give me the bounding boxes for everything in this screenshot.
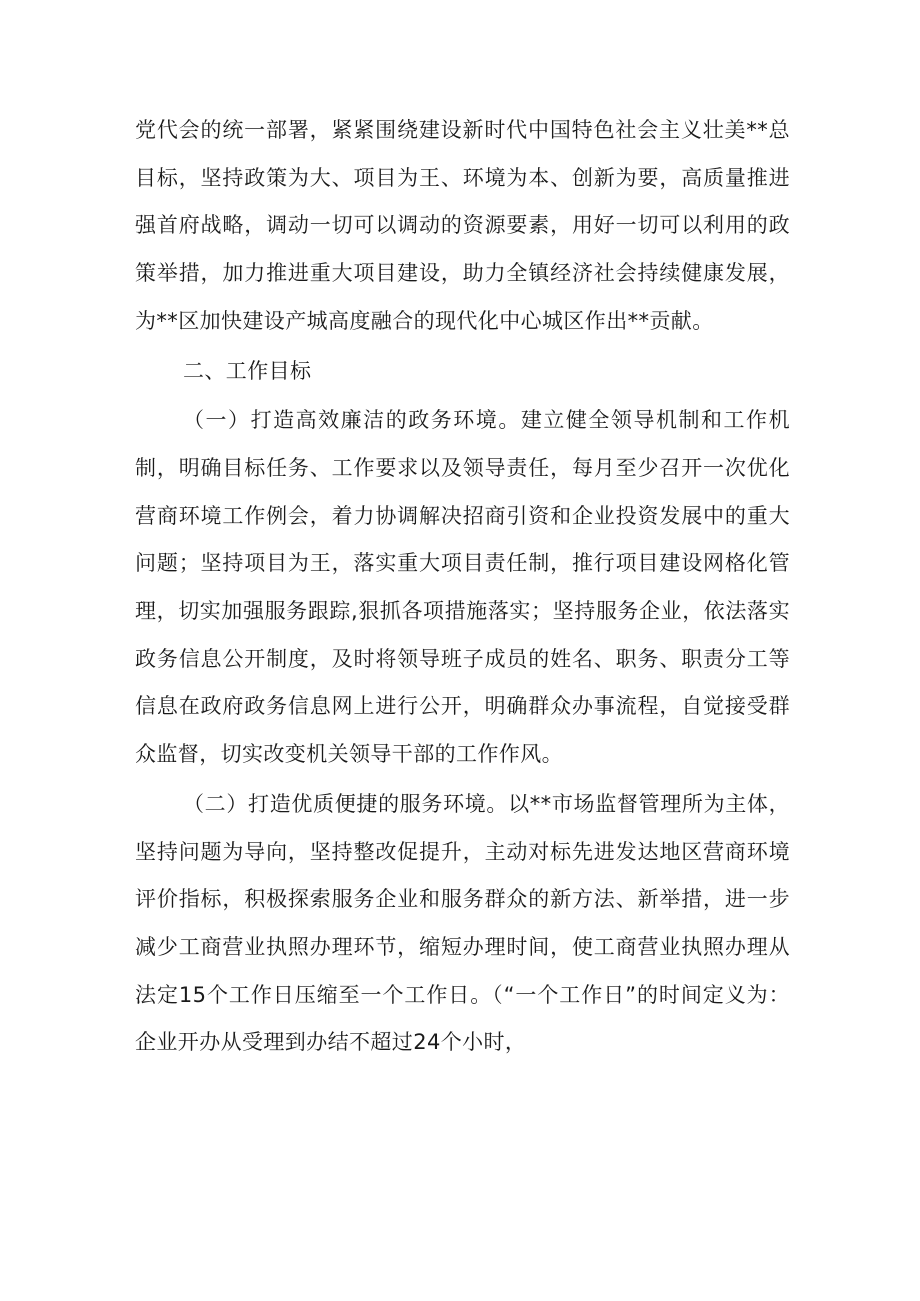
section-heading-work-goals: 二、工作目标 <box>183 358 312 383</box>
body-paragraph-continued: 党代会的统一部署，紧紧围绕建设新时代中国特色社会主义壮美**总目标，坚持政策为大、项目为王、环境为本、创新为要，高质量推进强首府战略，调动一切可以调动的资源要素，用好一切可以利用的政策举措，加力推进重大项目建设，助力全镇经济社会持续健康发展，为**区加快建设产城高度融合的现代化中心城区作出**贡献。 <box>135 118 790 333</box>
body-paragraph-government-environment: （一）打造高效廉洁的政务环境。建立健全领导机制和工作机制，明确目标任务、工作要求以及领导责任，每月至少召开一次优化营商环境工作例会，着力协调解决招商引资和企业投资发展中的重大问题；坚持项目为王，落实重大项目责任制，推行项目建设网格化管理，切实加强服务跟踪,狠抓各项措施落实；坚持服务企业，依法落实政务信息公开制度，及时将领导班子成员的姓名、职务、职责分工等信息在政府政务信息网上进行公开，明确群众办事流程，自觉接受群众监督，切实改变机关领导干部的工作作风。 <box>135 408 790 767</box>
body-paragraph-service-environment: （二）打造优质便捷的服务环境。以**市场监督管理所为主体，坚持问题为导向，坚持整改促提升，主动对标先进发达地区营商环境评价指标，积极探索服务企业和服务群众的新方法、新举措，进一步减少工商营业执照办理环节，缩短办理时间，使工商营业执照办理从法定15个工作日压缩至一个工作日。（“一个工作日”的时间定义为：企业开办从受理到办结不超过24个小时， <box>135 791 790 1055</box>
